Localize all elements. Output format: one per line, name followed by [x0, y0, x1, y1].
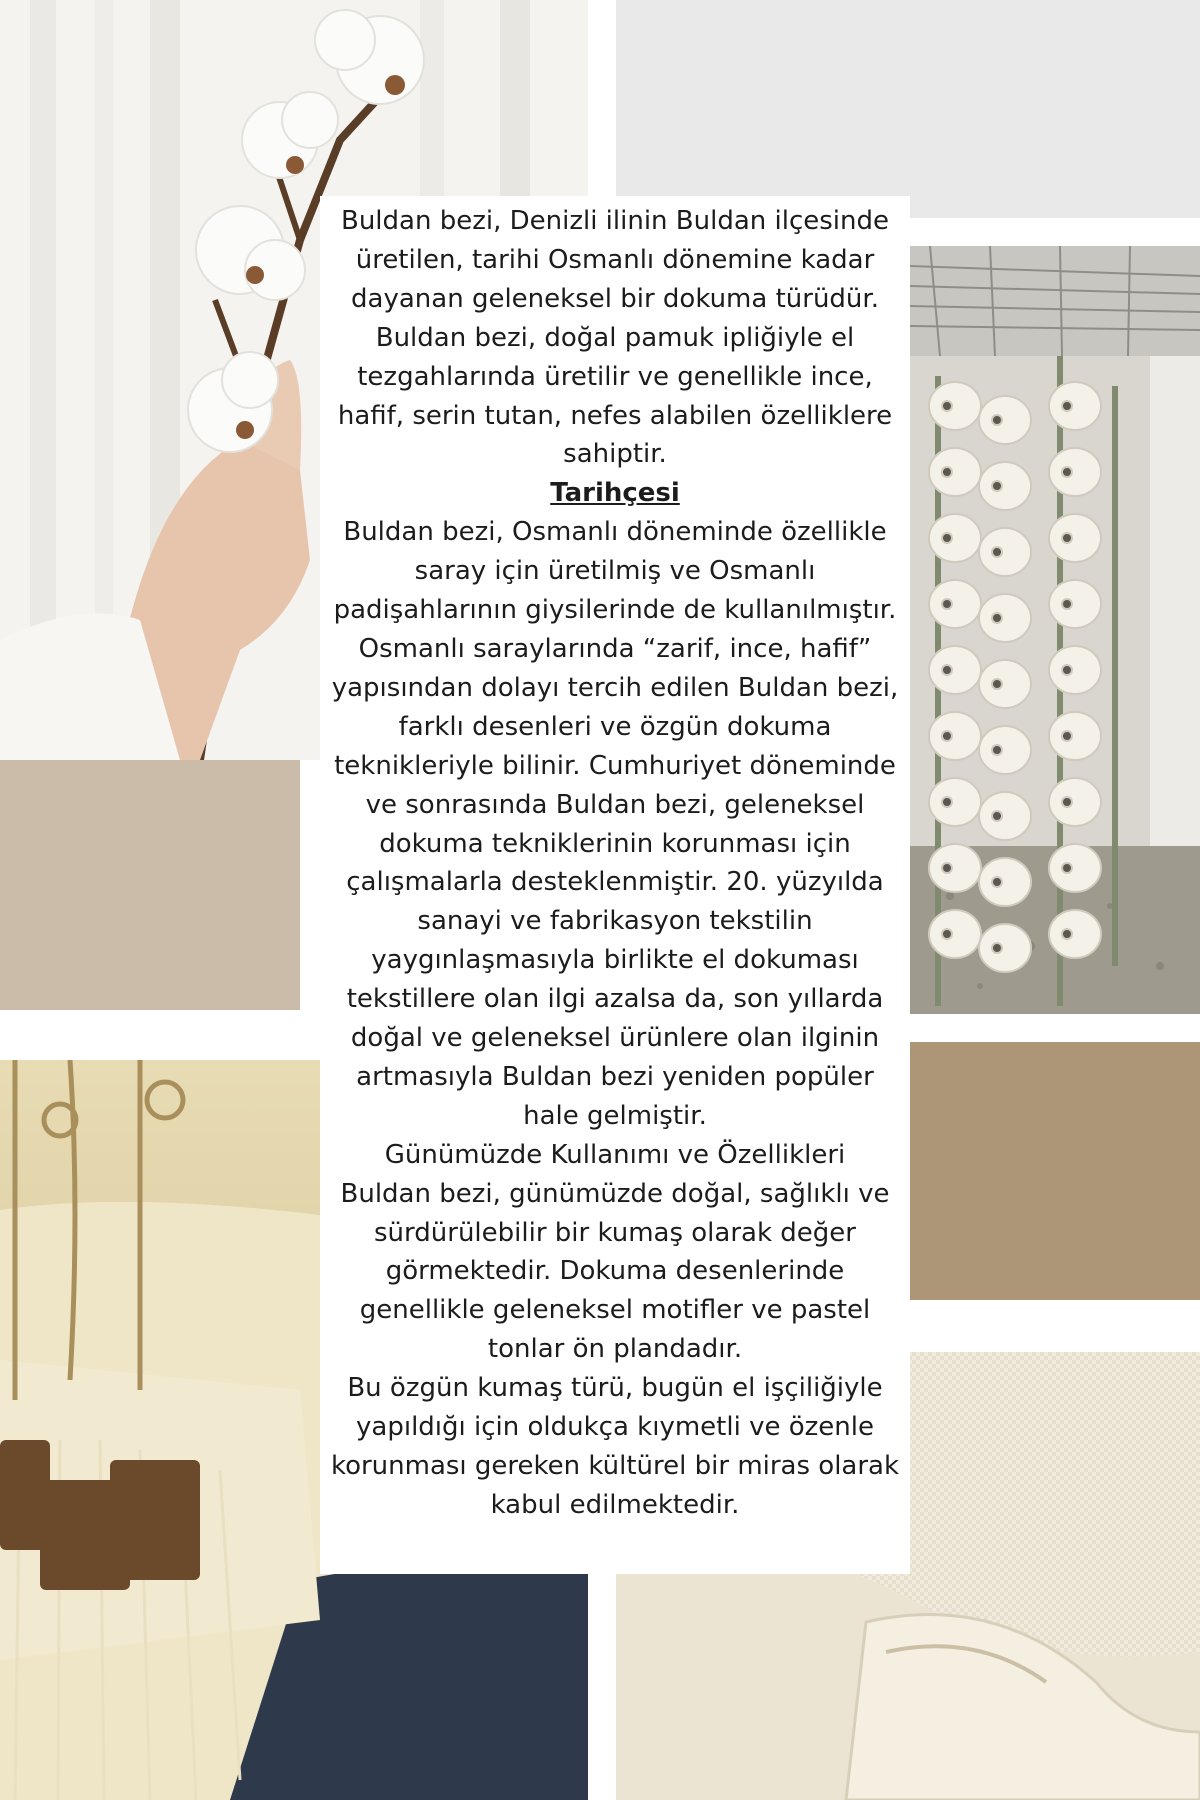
intro-paragraph: Buldan bezi, Denizli ilinin Buldan ilçesinde üretilen, tarihi Osmanlı dönemine kadar dayanan geleneksel bir dokuma türüdür. Buldan bezi, doğal pamuk ipliğiyle el tezgahlarında üretilir ve genellikle ince, hafif, serin tutan, nefes alabilen özelliklere sahiptir. [337, 206, 893, 470]
yarn-spool-rack-photo [910, 246, 1200, 1014]
closing-paragraph: Bu özgün kumaş türü, bugün el işçiliğiyle yapıldığı için oldukça kıymetli ve özenle korunması gereken kültürel bir miras olarak kabul edilmektedir. [330, 1373, 900, 1520]
tan-swatch [910, 1042, 1200, 1300]
history-paragraph: Buldan bezi, Osmanlı döneminde özellikle saray için üretilmiş ve Osmanlı padişahlarının giysilerinde de kullanılmıştır. Osmanlı saraylarında “zarif, ince, hafif” yapısından dolayı tercih edilen Buldan bezi, farklı desenleri ve özgün dokuma teknikleriyle bilinir. Cumhuriyet döneminde ve sonrasında Buldan bezi, geleneksel dokuma tekniklerinin korunması için çalışmalarla desteklenmiştir. 20. yüzyılda sanayi ve fabrikasyon tekstilin yaygınlaşmasıyla birlikte el dokuması tekstillere olan ilgi azalsa da, son yıllarda doğal ve geleneksel ürünlere olan ilginin artmasıyla Buldan bezi yeniden popüler hale gelmiştir. [331, 517, 899, 1131]
usage-heading: Günümüzde Kullanımı ve Özellikleri [384, 1139, 846, 1170]
usage-paragraph: Buldan bezi, günümüzde doğal, sağlıklı ve sürdürülebilir bir kumaş olarak değer görmektedir. Dokuma desenlerinde genellikle geleneksel motifler ve pastel tonlar ön plandadır. [340, 1178, 890, 1365]
article-text-panel [320, 196, 910, 1574]
beige-swatch [0, 760, 300, 1010]
light-gray-swatch [616, 0, 1200, 218]
history-heading: Tarihçesi [550, 478, 680, 509]
